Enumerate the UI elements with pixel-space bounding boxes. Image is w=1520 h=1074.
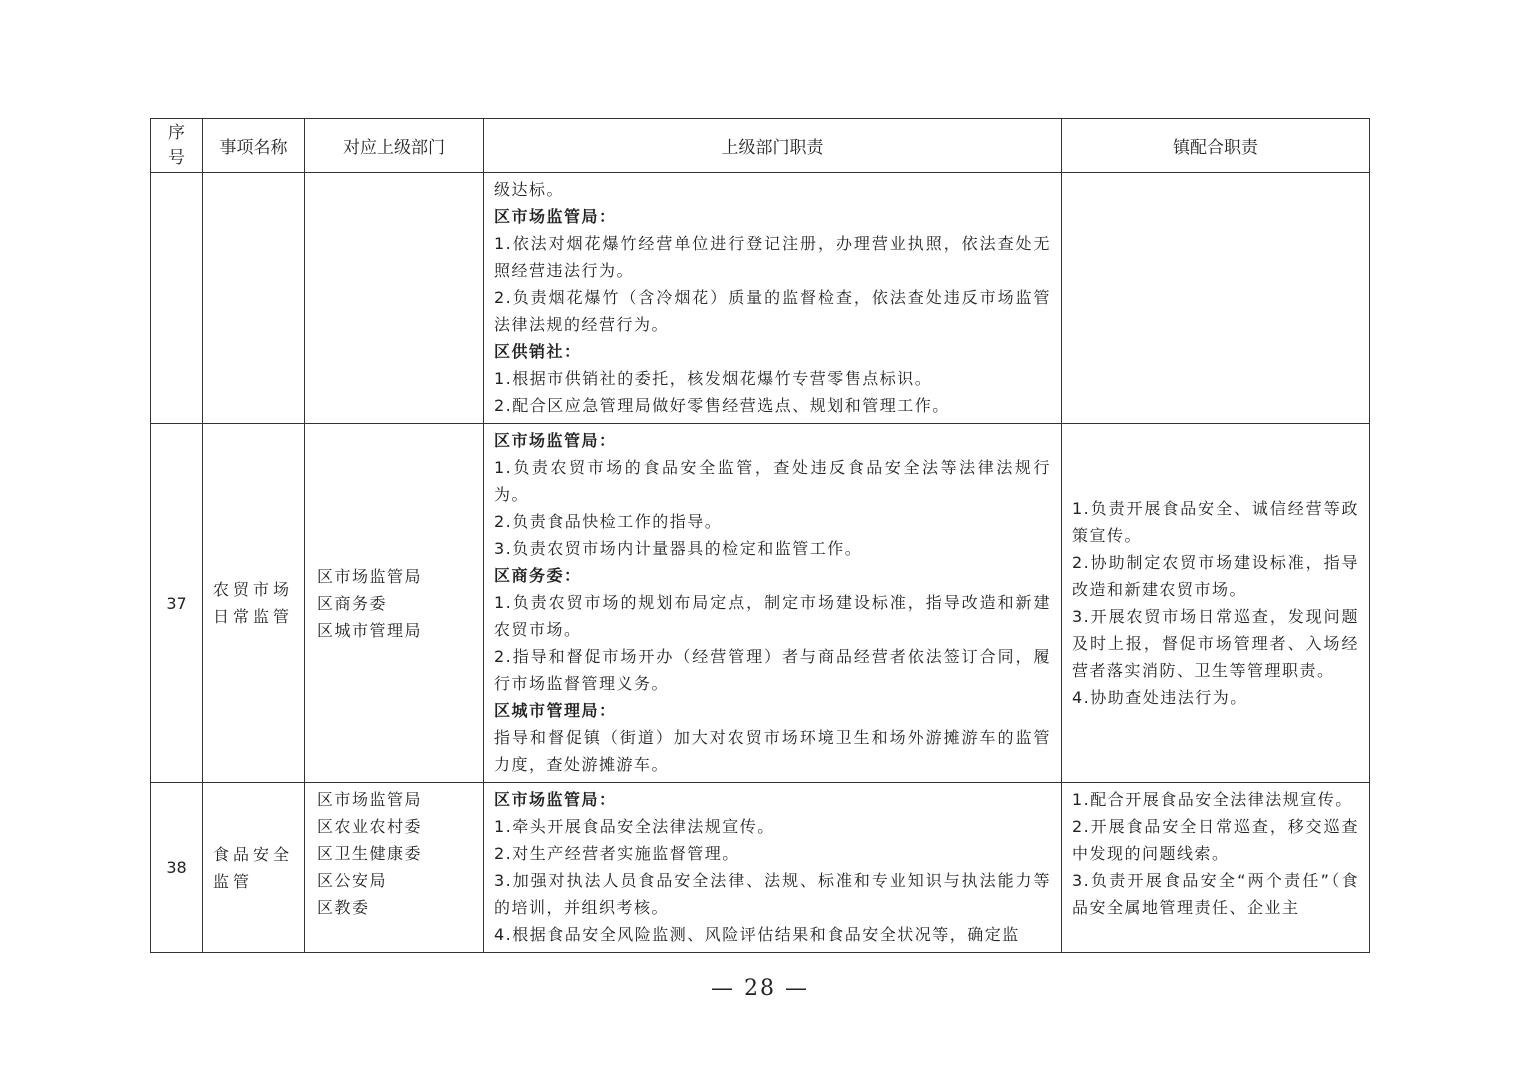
department-item: 区公安局 bbox=[317, 871, 388, 890]
department-item: 区教委 bbox=[317, 898, 370, 917]
header-name: 事项名称 bbox=[203, 119, 305, 173]
duty-item: 2.配合区应急管理局做好零售经营选点、规划和管理工作。 bbox=[494, 396, 950, 415]
department-item: 区市场监管局 bbox=[317, 790, 423, 809]
table-row bbox=[151, 783, 1370, 953]
duty-item: 4.根据食品安全风险监测、风险评估结果和食品安全状况等，确定监 bbox=[494, 925, 1020, 944]
cell-departments bbox=[305, 783, 484, 953]
header-seq: 序号 bbox=[151, 119, 203, 173]
cell-seq: 37 bbox=[151, 424, 203, 783]
cell-item-name bbox=[203, 424, 305, 783]
header-row bbox=[151, 119, 1370, 173]
cell-seq bbox=[151, 173, 203, 424]
cell-item-name bbox=[203, 173, 305, 424]
duty-item: 1.负责农贸市场的规划布局定点，制定市场建设标准，指导改造和新建农贸市场。 bbox=[494, 593, 1051, 639]
department-item: 区城市管理局 bbox=[317, 620, 423, 640]
header-duties: 上级部门职责 bbox=[484, 119, 1062, 173]
duty-section-title: 区市场监管局： bbox=[494, 790, 617, 809]
duty-item: 2.负责食品快检工作的指导。 bbox=[494, 512, 723, 531]
department-item: 区市场监管局 bbox=[317, 566, 423, 586]
table-row bbox=[151, 173, 1370, 424]
cell-item-name bbox=[203, 783, 305, 953]
duty-section-title: 区供销社： bbox=[494, 342, 582, 361]
coop-item: 2.协助制定农贸市场建设标准，指导改造和新建农贸市场。 bbox=[1072, 552, 1359, 599]
cell-departments bbox=[305, 424, 484, 783]
duty-item: 3.负责农贸市场内计量器具的检定和监管工作。 bbox=[494, 539, 863, 558]
duty-item: 1.负责农贸市场的食品安全监管，查处违反食品安全法等法律法规行为。 bbox=[494, 458, 1051, 504]
coop-item: 3.开展农贸市场日常巡查，发现问题及时上报，督促市场管理者、入场经营者落实消防、卫生等管理职责。 bbox=[1072, 606, 1359, 680]
duty-item: 1.依法对烟花爆竹经营单位进行登记注册，办理营业执照，依法查处无照经营违法行为。 bbox=[494, 234, 1051, 280]
cell-duties bbox=[484, 424, 1062, 783]
duty-item: 级达标。 bbox=[494, 180, 565, 199]
duty-item: 1.牵头开展食品安全法律法规宣传。 bbox=[494, 817, 775, 836]
duty-section-title: 区市场监管局： bbox=[494, 207, 617, 226]
duty-item: 2.指导和督促市场开办（经营管理）者与商品经营者依法签订合同，履行市场监督管理义务。 bbox=[494, 647, 1051, 693]
table-row bbox=[151, 424, 1370, 783]
department-item: 区商务委 bbox=[317, 593, 388, 613]
cell-duties bbox=[484, 173, 1062, 424]
item-name-text: 农贸市场日常监管 bbox=[213, 580, 294, 626]
coop-item: 3.负责开展食品安全“两个责任”（食品安全属地管理责任、企业主 bbox=[1072, 871, 1359, 917]
coop-item: 4.协助查处违法行为。 bbox=[1072, 687, 1248, 707]
duty-item: 指导和督促镇（街道）加大对农贸市场环境卫生和场外游摊游车的监管力度，查处游摊游车。 bbox=[494, 728, 1051, 774]
item-name-text: 食品安全监管 bbox=[213, 844, 294, 891]
department-item: 区卫生健康委 bbox=[317, 844, 423, 863]
header-dept: 对应上级部门 bbox=[305, 119, 484, 173]
duty-item: 2.负责烟花爆竹（含冷烟花）质量的监督检查，依法查处违反市场监管法律法规的经营行为。 bbox=[494, 288, 1051, 334]
cell-departments bbox=[305, 173, 484, 424]
duty-section-title: 区城市管理局： bbox=[494, 701, 617, 720]
responsibility-table bbox=[150, 118, 1370, 953]
duty-item: 2.对生产经营者实施监督管理。 bbox=[494, 844, 740, 863]
cell-town-cooperation bbox=[1062, 424, 1370, 783]
cell-town-cooperation bbox=[1062, 173, 1370, 424]
coop-item: 1.负责开展食品安全、诚信经营等政策宣传。 bbox=[1072, 498, 1359, 545]
coop-item: 2.开展食品安全日常巡查，移交巡查中发现的问题线索。 bbox=[1072, 817, 1359, 863]
coop-item: 1.配合开展食品安全法律法规宣传。 bbox=[1072, 790, 1353, 809]
duty-section-title: 区商务委： bbox=[494, 566, 582, 585]
cell-town-cooperation bbox=[1062, 783, 1370, 953]
duty-section-title: 区市场监管局： bbox=[494, 431, 617, 450]
duty-item: 3.加强对执法人员食品安全法律、法规、标准和专业知识与执法能力等的培训，并组织考核。 bbox=[494, 871, 1051, 917]
header-coop: 镇配合职责 bbox=[1062, 119, 1370, 173]
department-item: 区农业农村委 bbox=[317, 817, 423, 836]
duty-item: 1.根据市供销社的委托，核发烟花爆竹专营零售点标识。 bbox=[494, 369, 933, 388]
cell-duties bbox=[484, 783, 1062, 953]
cell-seq: 38 bbox=[151, 783, 203, 953]
page-number: — 28 — bbox=[711, 976, 809, 1001]
